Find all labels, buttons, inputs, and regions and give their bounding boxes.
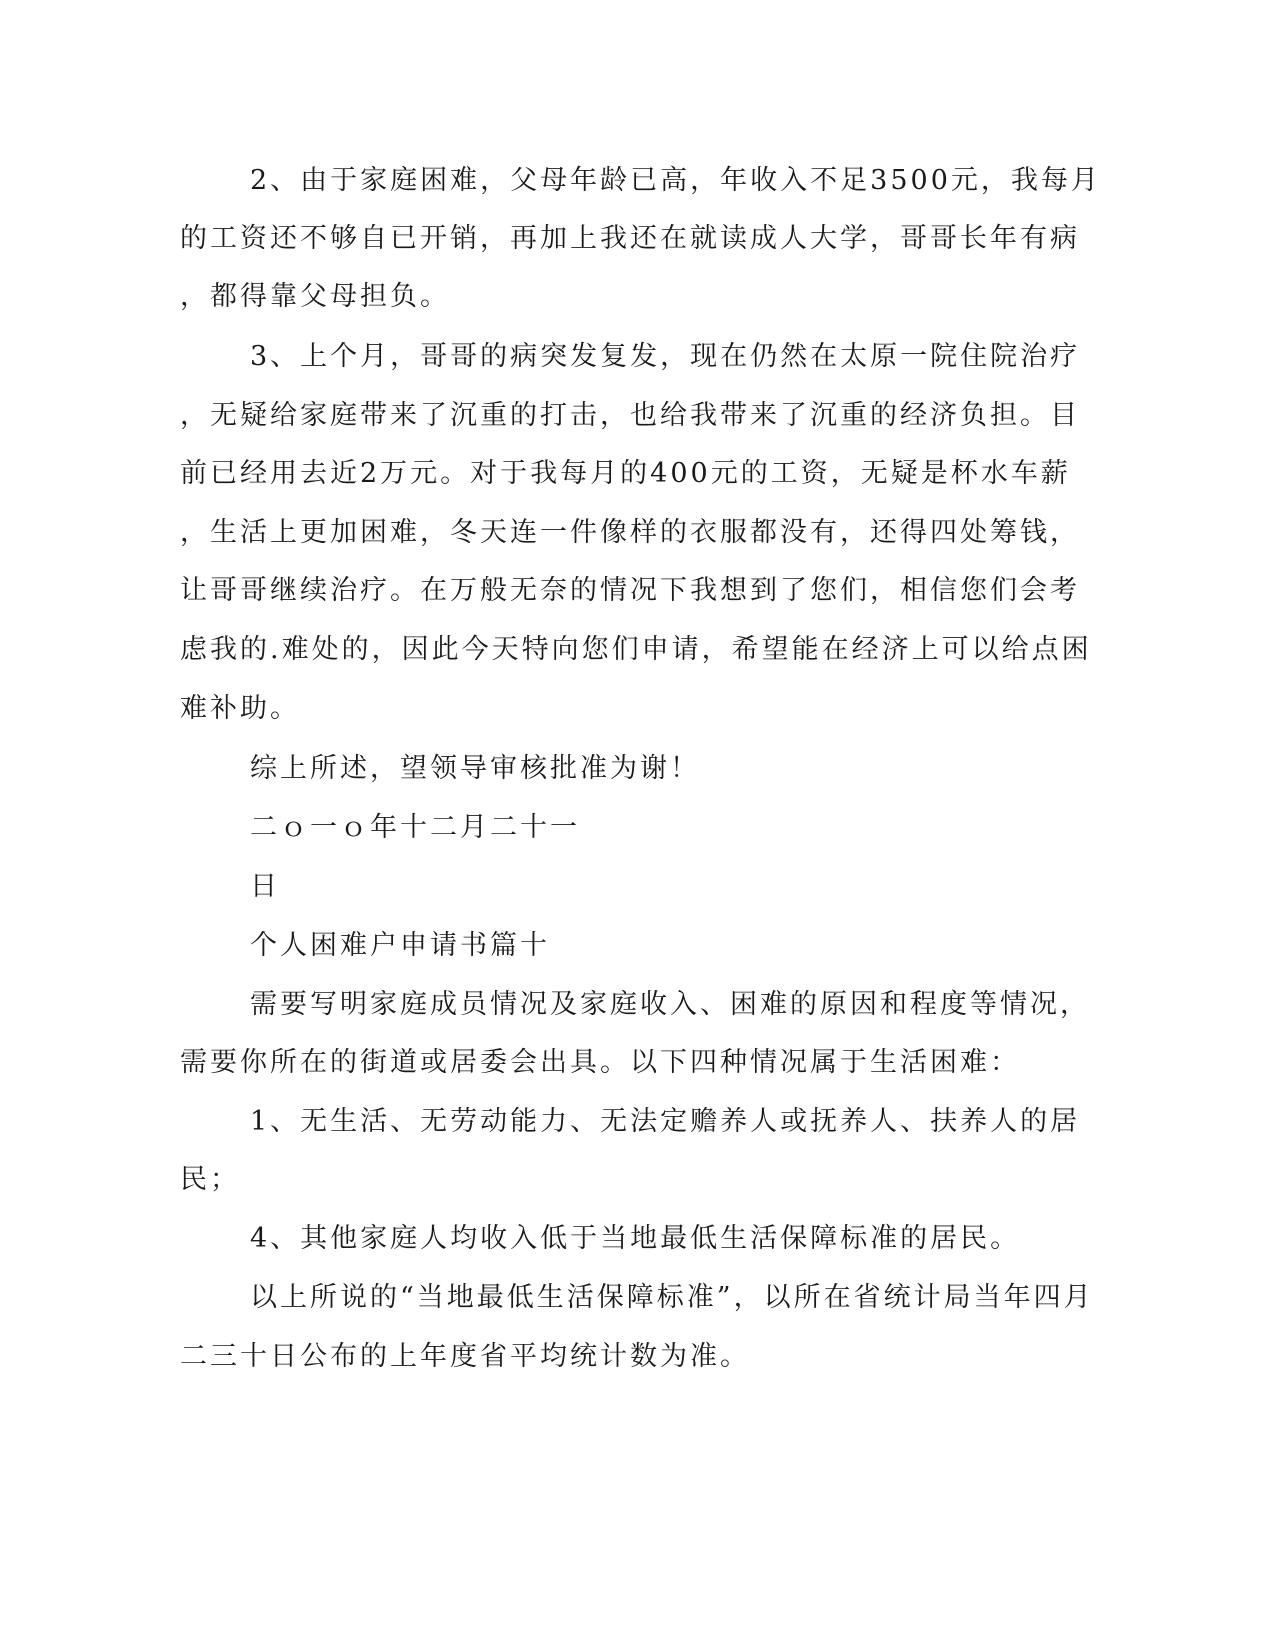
text-line: 需要写明家庭成员情况及家庭收入、困难的原因和程度等情况， (250, 989, 1090, 1020)
section-heading: 个人困难户申请书篇十 (250, 930, 550, 961)
text-line: 前已经用去近2万元。对于我每月的400元的工资，无疑是杯水车薪 (180, 458, 1071, 489)
text-line: 4、其他家庭人均收入低于当地最低生活保障标准的居民。 (250, 1223, 1021, 1254)
text-line: 2、由于家庭困难，父母年龄已高，年收入不足3500元，我每月 (250, 165, 1101, 196)
text-line: ，无疑给家庭带来了沉重的打击，也给我带来了沉重的经济负担。目 (180, 400, 1080, 431)
date-line: 二ｏ一ｏ年十二月二十一 (250, 812, 580, 843)
text-line: 综上所述，望领导审核批准为谢！ (250, 753, 700, 784)
text-line: 让哥哥继续治疗。在万般无奈的情况下我想到了您们，相信您们会考 (180, 575, 1080, 606)
date-line: 日 (250, 871, 280, 902)
text-line: 1、无生活、无劳动能力、无法定赡养人或抚养人、扶养人的居 (250, 1106, 1081, 1137)
text-line: 二三十日公布的上年度省平均统计数为准。 (180, 1341, 750, 1372)
text-line: ，生活上更加困难，冬天连一件像样的衣服都没有，还得四处筹钱， (180, 517, 1080, 548)
text-line: 以上所说的“当地最低生活保障标准”，以所在省统计局当年四月 (250, 1282, 1094, 1313)
text-line: 虑我的.难处的，因此今天特向您们申请，希望能在经济上可以给点困 (180, 634, 1092, 665)
text-line: 需要你所在的街道或居委会出具。以下四种情况属于生活困难： (180, 1047, 1020, 1078)
text-line: 民； (180, 1164, 240, 1195)
text-line: 3、上个月，哥哥的病突发复发，现在仍然在太原一院住院治疗 (250, 341, 1081, 372)
text-line: 的工资还不够自已开销，再加上我还在就读成人大学，哥哥长年有病 (180, 223, 1080, 254)
text-line: ，都得靠父母担负。 (180, 281, 450, 312)
text-line: 难补助。 (180, 693, 300, 724)
